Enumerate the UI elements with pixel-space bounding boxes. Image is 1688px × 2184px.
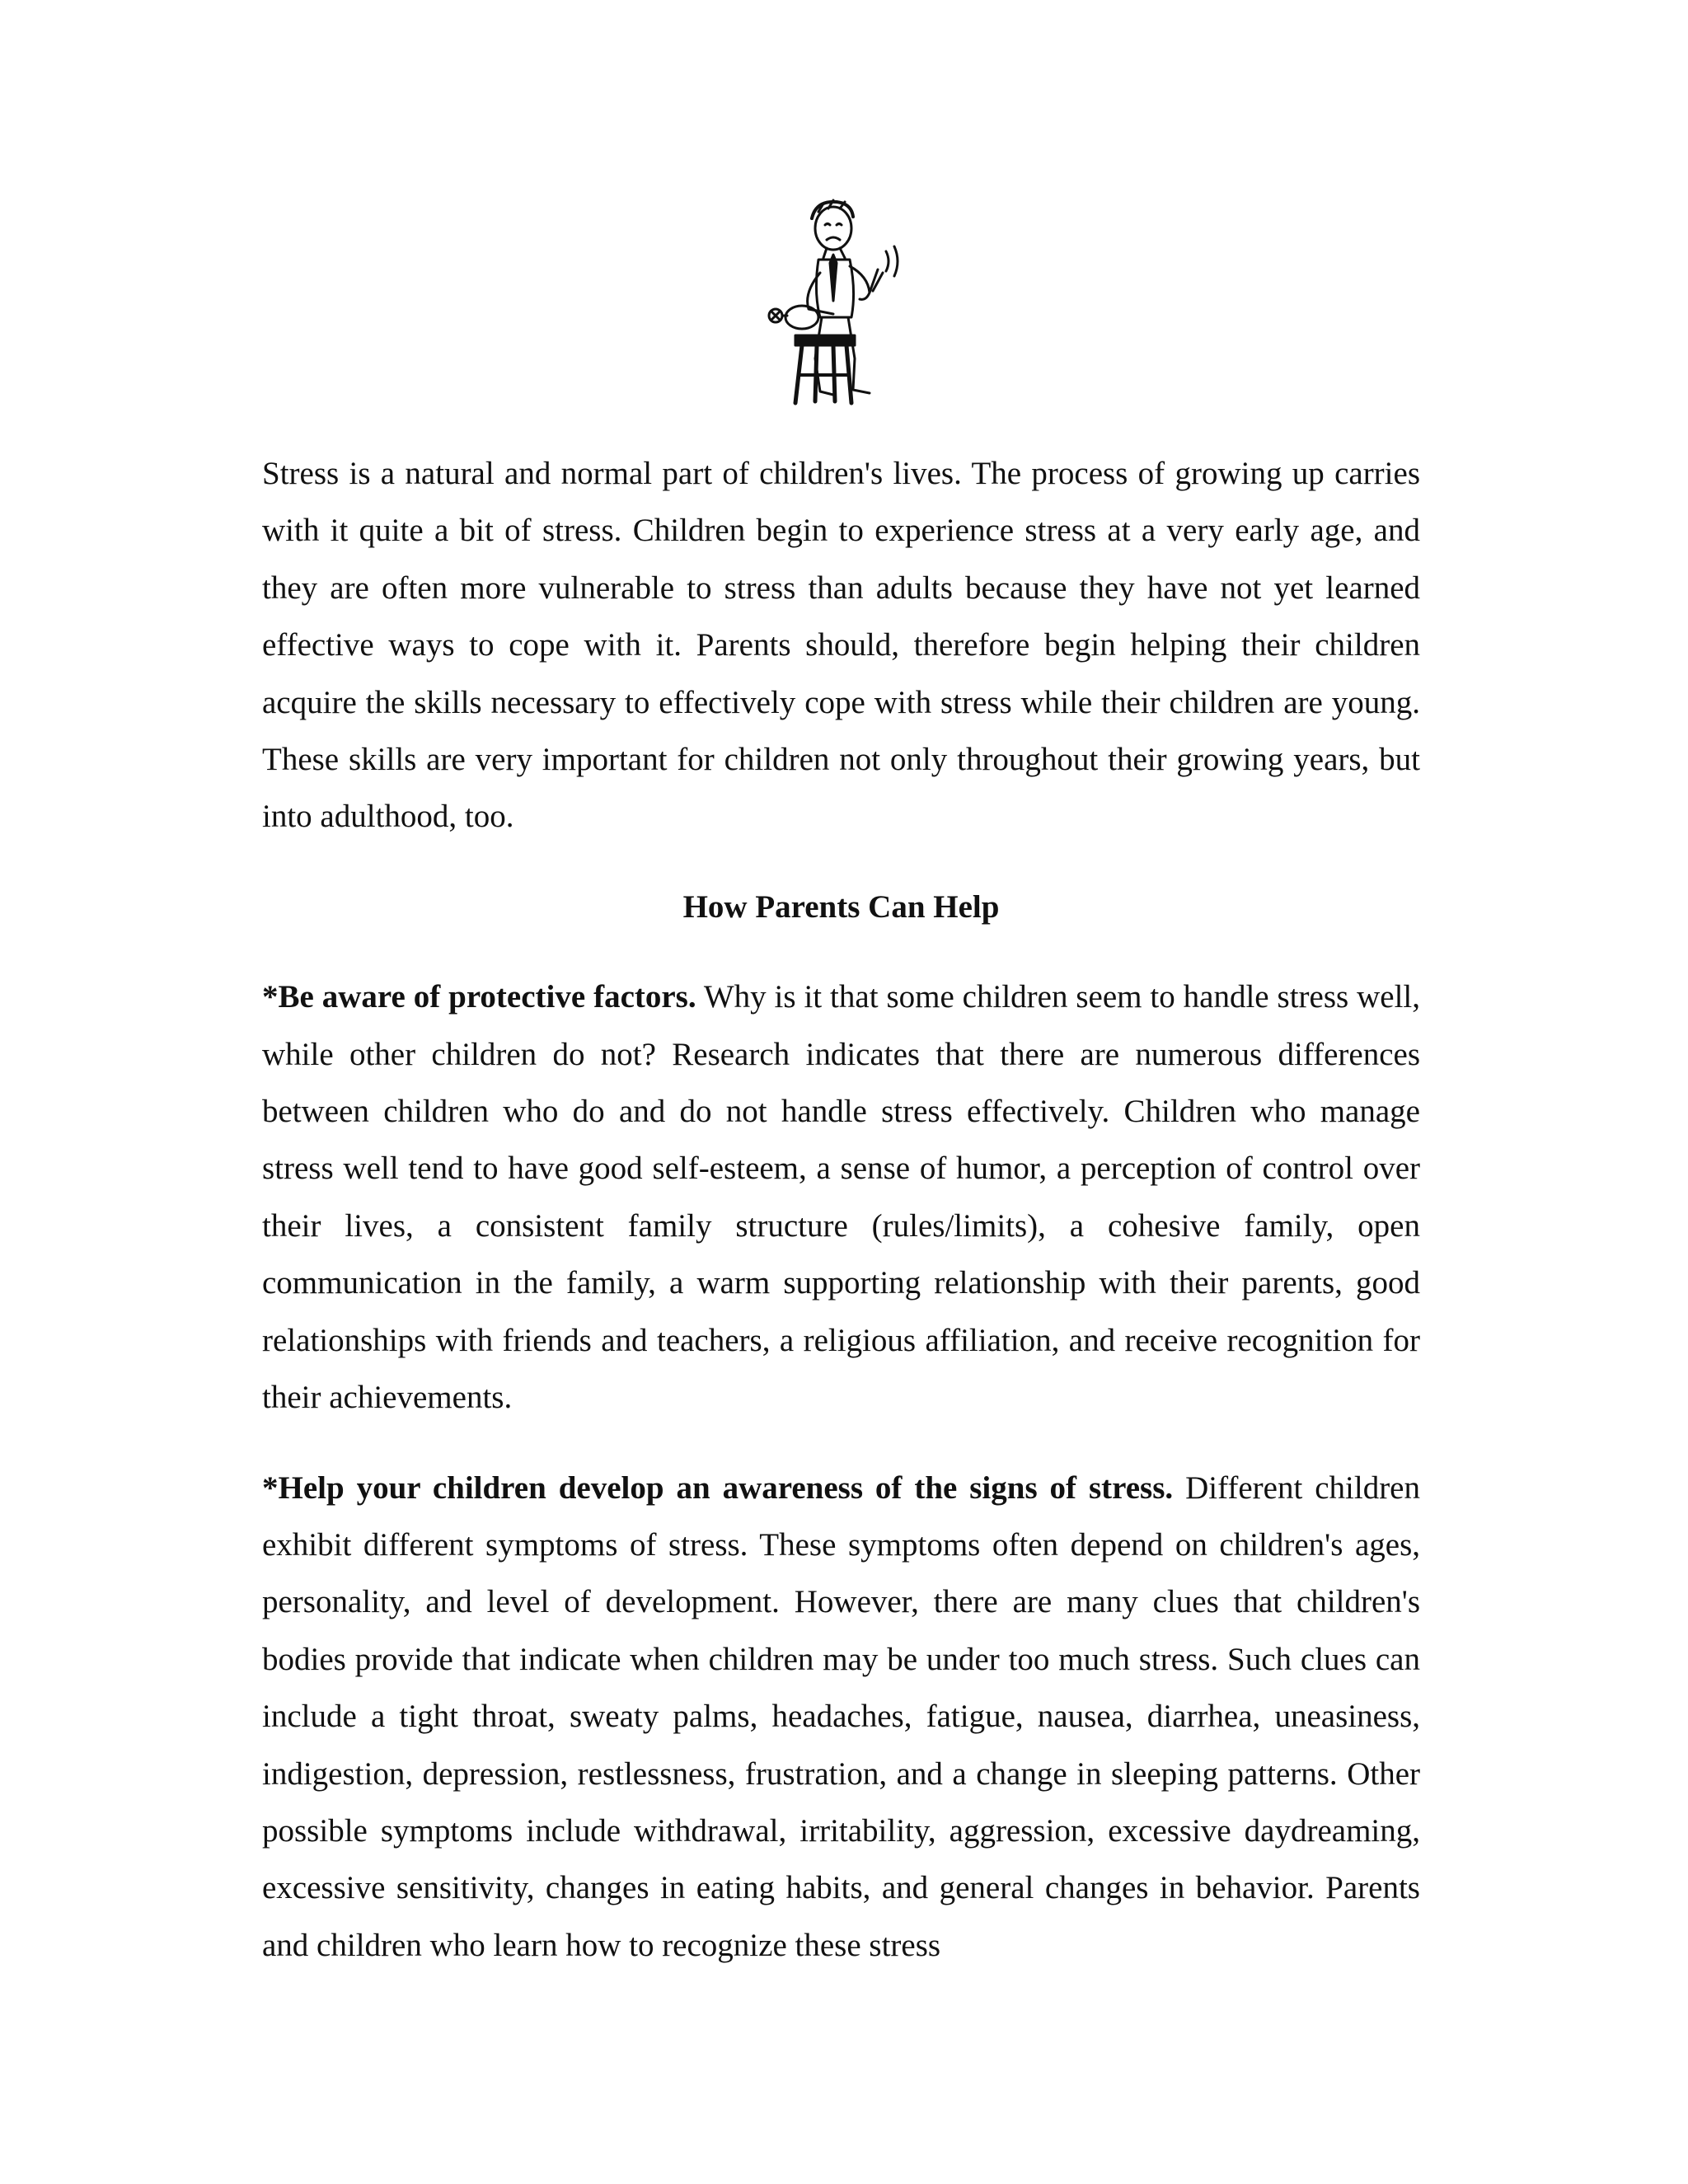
signs-of-stress-paragraph (262, 1460, 1420, 1975)
protective-factors-lead: *Be aware of protective factors. (262, 979, 696, 1015)
intro-paragraph: Stress is a natural and normal part of children's lives. The process of growing up carries with it quite a bit of stress. Children begin to experience stress at a very early age, and they are often more vulnerable to stress than adults because they have not yet learned effective ways to cope with it. Parents should, therefore begin helping their children acquire the skills necessary to effectively cope with stress while their children are young. These skills are very important for children not only throughout their growing years, but into adulthood, too. (262, 456, 1420, 835)
article-body (262, 445, 1420, 1974)
section-heading: How Parents Can Help (682, 888, 1000, 925)
protective-factors-paragraph (262, 968, 1420, 1426)
signs-of-stress-body: Different children exhibit different symptoms of stress. These symptoms often depend on children's ages, personality, and level of development. However, there are many clues that children's bodies provide that indicate when children may be under too much stress. Such clues can include a tight throat, sweaty palms, headaches, fatigue, nausea, diarrhea, uneasiness, indigestion, depression, restlessness, frustration, and a change in sleeping patterns. Other possible symptoms include withdrawal, irritability, aggression, excessive daydreaming, excessive sensitivity, changes in eating habits, and general changes in behavior. Parents and children who learn how to recognize these stress (262, 1469, 1420, 1963)
protective-factors-body: Why is it that some children seem to handle stress well, while other children do not? Research indicates that there are numerous differences between children who do and do not handle stress effectively. Children who manage stress well tend to have good self-esteem, a sense of humor, a perception of control over their lives, a consistent family structure (rules/limits), a cohesive family, open communication in the family, a warm supporting relationship with their parents, good relationships with friends and teachers, a religious affiliation, and receive recognition for their achievements. (262, 979, 1421, 1416)
stressed-child-on-stool-icon (754, 194, 919, 408)
signs-of-stress-lead: *Help your children develop an awareness of the signs of stress. (262, 1469, 1174, 1506)
